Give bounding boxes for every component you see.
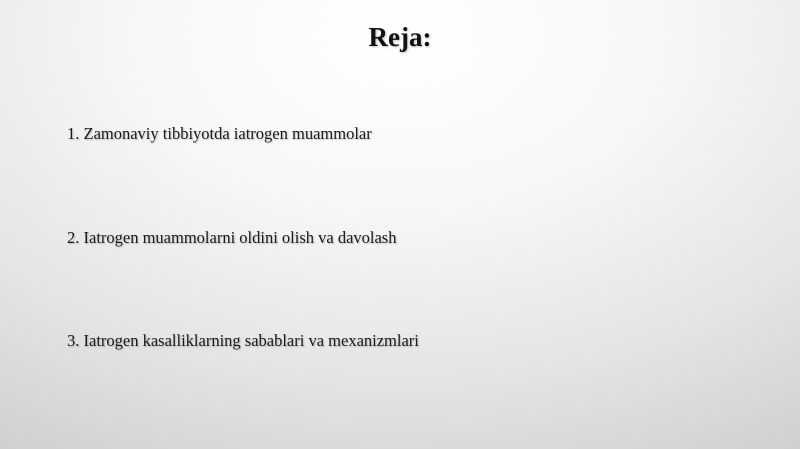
plan-item-3: 3. Iatrogen kasalliklarning sabablari va mexanizmlari	[67, 331, 419, 350]
slide-title: Reja:	[368, 22, 432, 52]
plan-item-2: 2. Iatrogen muammolarni oldini olish va davolash	[67, 228, 397, 247]
plan-item-1: 1. Zamonaviy tibbiyotda iatrogen muammolar	[67, 124, 372, 143]
